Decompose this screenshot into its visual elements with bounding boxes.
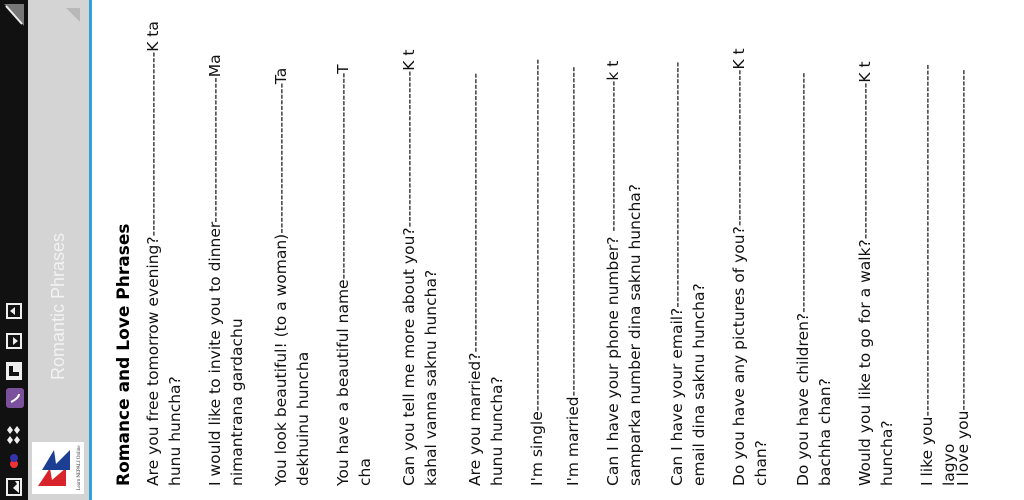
phrase-english: Do you have children?------------------------------------------- (794, 72, 812, 486)
phrase-nepali: huncha? (878, 420, 896, 486)
action-bar (28, 0, 92, 500)
phrase-english: You look beautiful! (to a woman)---------------------------Ta (272, 67, 290, 486)
phrase-english: I love you------------------------------------------------------------- (954, 69, 972, 486)
logo-text: Learn NEPALI Online (77, 445, 82, 491)
phrase-nepali: chan? (752, 440, 770, 486)
status-bar (0, 0, 28, 500)
phrase-english: Would you like to go for a walk?----------------------------K t (856, 61, 874, 486)
phrase-nepali: hunu huncha? (166, 376, 184, 486)
phrase-row (204, 0, 248, 486)
nepal-logo-icon (32, 442, 84, 494)
phrase-nepali: dekhuinu huncha (294, 351, 312, 486)
phrase-row (728, 0, 772, 486)
phrase-english: You have a beautiful name-------------------------------------T (334, 64, 352, 486)
phrase-row (952, 0, 974, 486)
phrase-nepali: email dina saknu huncha? (690, 283, 708, 486)
phrase-row (526, 0, 548, 486)
phrase-english: I like you--------------------------------------------------------------- (918, 64, 936, 486)
phrase-list[interactable] (92, 0, 1024, 500)
phrase-nepali: hunu huncha? (488, 376, 506, 486)
phrase-row (854, 0, 898, 486)
phrase-english: Do you have any pictures of you?----------------------------K t (730, 48, 748, 486)
phrase-english: I would like to invite you to dinner--------------------------Ma (206, 54, 224, 486)
phrase-english: I'm married----------------------------------------------------------- (564, 66, 582, 486)
phrase-nepali: nimantrana gardachu (228, 318, 246, 486)
phrase-row (602, 0, 646, 486)
dropbox-icon (6, 424, 22, 444)
upload-icon (6, 300, 22, 320)
phrase-row (666, 0, 710, 486)
section-heading: Romance and Love Phrases (114, 223, 134, 486)
phrase-row (562, 0, 584, 486)
phrase-nepali: kahal vanna saknu huncha? (422, 269, 440, 486)
phrase-row (792, 0, 836, 486)
phrase-nepali: samparka number dina saknu huncha? (626, 184, 644, 486)
signal-icon (4, 4, 24, 26)
phrase-english: Are you free tomorrow evening?---------------------------------K ta (144, 21, 162, 486)
phrase-row (270, 0, 314, 486)
app-title: Romantic Phrases (48, 232, 68, 380)
phrase-row (464, 0, 508, 486)
phrase-nepali: cha (356, 458, 374, 486)
phrase-nepali: lagyo (940, 443, 958, 486)
nepali-logo-icon (6, 450, 22, 470)
phrase-english: Are you married?-------------------------------------------------- (466, 72, 484, 486)
phrase-row (398, 0, 442, 486)
app-logo[interactable] (32, 442, 84, 494)
phrase-nepali: bachha chan? (816, 378, 834, 486)
phrase-english: Can I have your phone number? ---------------------------k t (604, 60, 622, 486)
flipboard-icon (6, 360, 22, 380)
phrase-row (142, 0, 186, 486)
phrase-english: Can I have your email?-------------------------------------------- (668, 61, 686, 486)
phrase-english: I'm single--------------------------------------------------------------- (528, 58, 546, 486)
overflow-indicator (66, 8, 80, 22)
download-icon (6, 330, 22, 350)
phrase-row (332, 0, 376, 486)
phrase-english: Can you tell me more about you?----------------------------K t (400, 49, 418, 486)
picture-icon (6, 476, 22, 496)
viber-icon (6, 386, 22, 408)
